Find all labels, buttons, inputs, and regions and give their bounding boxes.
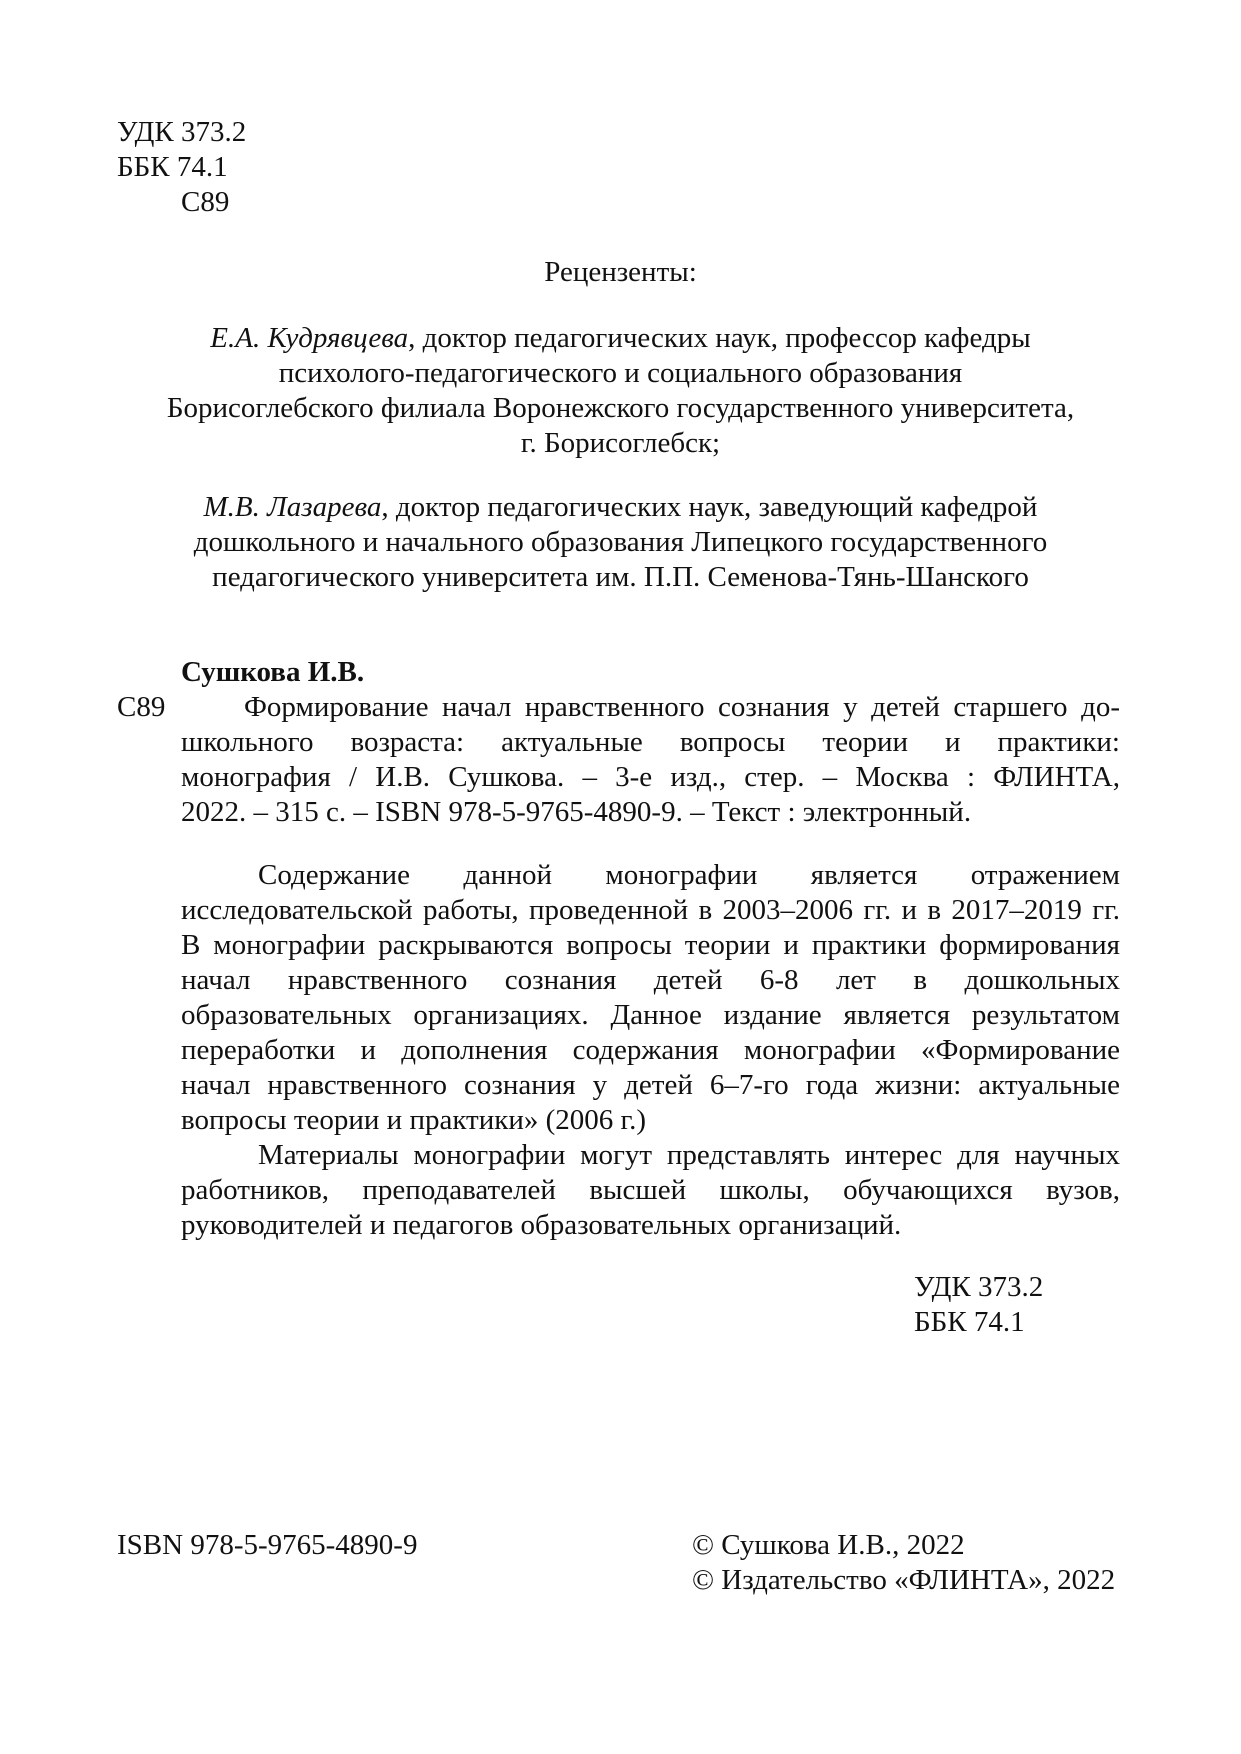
reviewer-1-line-3: Борисоглебского филиала Воронежского государственного университета, — [166, 392, 1075, 424]
udk-code-top: УДК 373.2 — [117, 116, 247, 148]
annotation-p1-line-2: исследовательской работы, проведенной в 2003–2006 гг. и в 2017–2019 гг. — [181, 894, 1120, 926]
bbk-code-bottom: ББК 74.1 — [914, 1306, 1025, 1338]
copyright-publisher: © Издательство «ФЛИНТА», 2022 — [692, 1564, 1116, 1596]
isbn: ISBN 978-5-9765-4890-9 — [117, 1529, 418, 1561]
annotation-p1-line-1: Содержание данной монографии является отражением — [258, 859, 1120, 891]
reviewer-1-name: Е.А. Кудрявцева — [210, 322, 409, 354]
bibliography-line-4: 2022. – 315 с. – ISBN 978-5-9765-4890-9. – Текст : электронный. — [181, 796, 972, 828]
udk-code-bottom: УДК 373.2 — [914, 1271, 1044, 1303]
annotation-p1-line-3: В монографии раскрываются вопросы теории и практики формирования — [181, 929, 1120, 961]
reviewer-1-line-2: психолого-педагогического и социального образования — [278, 357, 963, 389]
bibliography-mark: С89 — [117, 691, 166, 723]
bibliography-line-2: школьного возраста: актуальные вопросы теории и практики: — [181, 726, 1120, 758]
bbk-code-top: ББК 74.1 — [117, 151, 228, 183]
bibliography-line-1: Формирование начал нравственного сознания у детей старшего до- — [244, 691, 1120, 723]
author-mark-top: С89 — [181, 186, 230, 218]
reviewer-1-line-4: г. Борисоглебск; — [520, 427, 721, 459]
reviewer-1-line-1 — [0, 321, 1241, 356]
annotation-p1-line-5: образовательных организациях. Данное издание является результатом — [181, 999, 1120, 1031]
copyright-author: © Сушкова И.В., 2022 — [692, 1529, 965, 1561]
reviewer-2-title: , доктор педагогических наук, заведующий кафедрой — [381, 491, 1038, 523]
annotation-p1-line-8: вопросы теории и практики» (2006 г.) — [181, 1104, 647, 1136]
bibliography-line-3: монография / И.В. Сушкова. – 3-е изд., стер. – Москва : ФЛИНТА, — [181, 761, 1120, 793]
reviewer-2-line-1 — [0, 490, 1241, 525]
reviewer-2 — [0, 490, 1241, 595]
annotation-p1-line-4: начал нравственного сознания детей 6-8 лет в дошкольных — [181, 964, 1120, 996]
reviewer-2-line-2: дошкольного и начального образования Липецкого государственного — [193, 526, 1048, 558]
reviewer-2-line-3: педагогического университета им. П.П. Семенова-Тянь-Шанского — [212, 561, 1029, 593]
annotation-p1-line-7: начал нравственного сознания у детей 6–7-го года жизни: актуальные — [181, 1069, 1120, 1101]
reviewer-2-name: М.В. Лазарева — [203, 491, 382, 523]
reviewer-1 — [0, 321, 1241, 461]
annotation-p2-line-1: Материалы монографии могут представлять интерес для научных — [258, 1139, 1120, 1171]
bibliography-author: Сушкова И.В. — [181, 656, 365, 688]
annotation-p2-line-3: руководителей и педагогов образовательных организаций. — [181, 1209, 902, 1241]
annotation-p2-line-2: работников, преподавателей высшей школы, обучающихся вузов, — [181, 1174, 1120, 1206]
reviewers-heading: Рецензенты: — [544, 256, 697, 288]
annotation-p1-line-6: переработки и дополнения содержания монографии «Формирование — [181, 1034, 1120, 1066]
reviewer-1-title: , доктор педагогических наук, профессор кафедры — [408, 322, 1031, 354]
